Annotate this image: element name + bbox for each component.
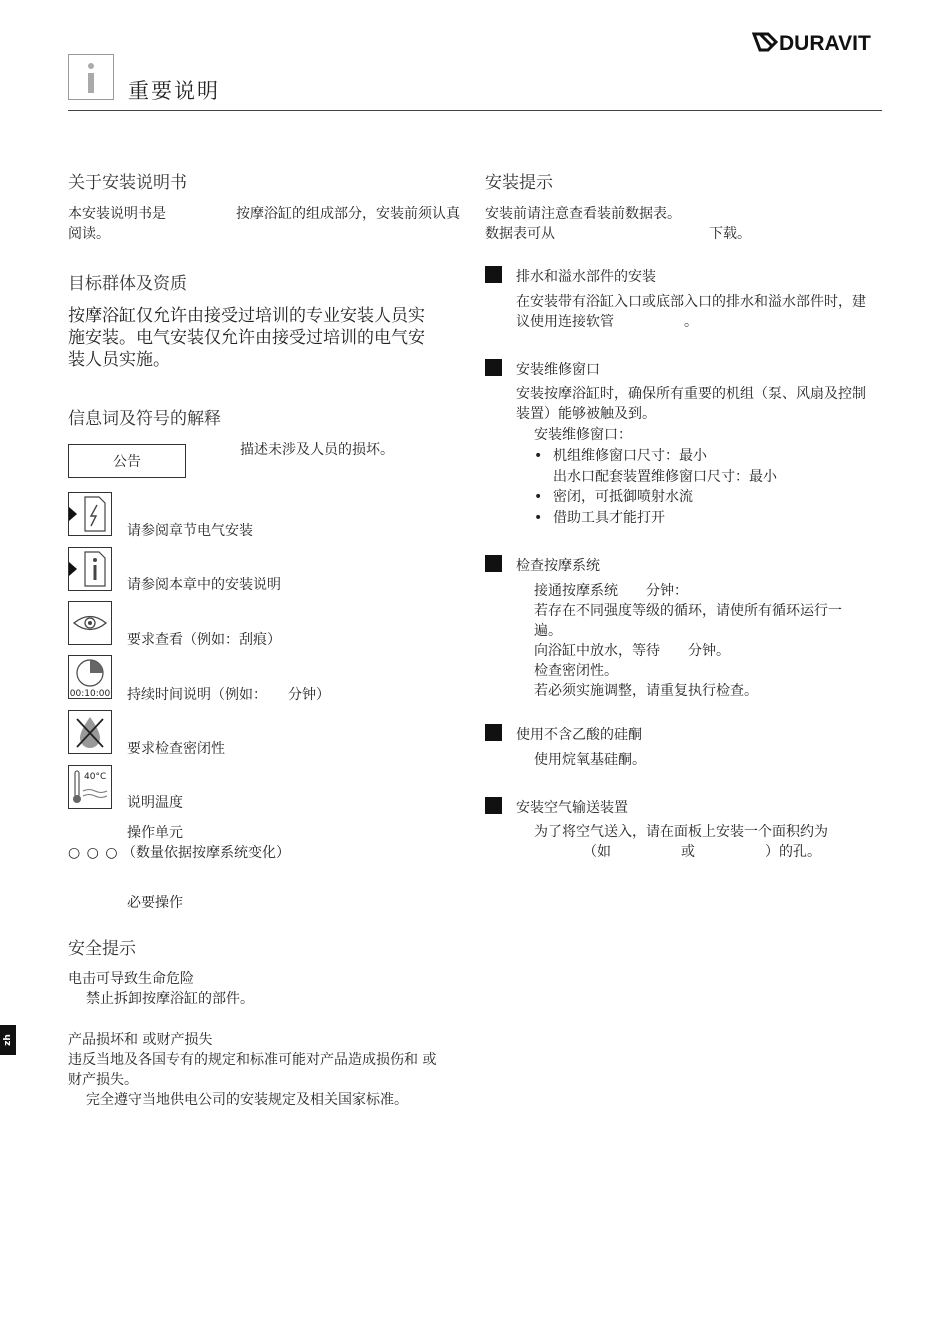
language-tab: zh — [0, 1025, 16, 1055]
bullet-dot: • — [534, 448, 543, 464]
operating-unit-desc: （数量依据按摩系统变化） — [122, 845, 290, 861]
maintenance-bullet3: 借助工具才能打开 — [553, 510, 665, 526]
air-title: 安装空气输送装置 — [516, 800, 628, 816]
target-line2: 施安装。电气安装仅允许由接受过培训的电气安 — [68, 328, 425, 348]
maintenance-bullet1: 机组维修窗口尺寸：最小 — [553, 448, 707, 464]
duravit-logo — [752, 28, 886, 56]
notice-label-box — [68, 444, 186, 478]
leak-check-icon — [68, 710, 112, 754]
timer-icon — [68, 655, 112, 699]
air-line2: （如 或 ）的孔。 — [534, 844, 821, 860]
shock-action: 禁止拆卸按摩浴缸的部件。 — [86, 991, 254, 1007]
symbol-text-view: 要求查看（例如：刮痕） — [127, 632, 281, 648]
info-icon — [68, 54, 114, 100]
target-heading: 目标群体及资质 — [68, 274, 187, 294]
air-line1: 为了将空气送入，请在面板上安装一个面积约为 — [534, 824, 828, 840]
shock-title: 电击可导致生命危险 — [68, 971, 194, 987]
maintenance-line1: 安装按摩浴缸时，确保所有重要的机组（泵、风扇及控制 — [516, 386, 866, 402]
check-line1: 接通按摩系统 分钟： — [534, 583, 688, 599]
info-doc-icon — [68, 547, 112, 591]
install-intro1: 安装前请注意查看装前数据表。 — [485, 206, 681, 222]
about-line2: 阅读。 — [68, 226, 110, 242]
step-marker-silicone — [485, 724, 502, 741]
check-line6: 若必须实施调整，请重复执行检查。 — [534, 683, 758, 699]
page-title: 重要说明 — [128, 79, 220, 103]
notice-description: 描述未涉及人员的损坏。 — [240, 442, 394, 458]
required-action-text: 必要操作 — [127, 895, 183, 911]
operating-unit-circles: ○ ○ ○ — [68, 845, 119, 861]
bullet-dot: • — [534, 510, 543, 526]
silicone-line1: 使用烷氧基硅酮。 — [534, 752, 646, 768]
maintenance-title: 安装维修窗口 — [516, 362, 600, 378]
check-line3: 遍。 — [534, 623, 562, 639]
damage-line1: 违反当地及各国专有的规定和标准可能对产品造成损伤和 或 — [68, 1052, 437, 1068]
electrical-doc-icon — [68, 492, 112, 536]
maintenance-bullet2: 密闭，可抵御喷射水流 — [553, 489, 693, 505]
timer-label: 00:10:00 — [69, 689, 111, 698]
symbol-text-temperature: 说明温度 — [127, 795, 183, 811]
symbol-text-duration: 持续时间说明（例如： 分钟） — [127, 687, 330, 703]
silicone-title: 使用不含乙酸的硅酮 — [516, 727, 642, 743]
safety-heading: 安全提示 — [68, 939, 136, 959]
maintenance-bullet1b: 出水口配套装置维修窗口尺寸：最小 — [553, 469, 777, 485]
operating-unit-title: 操作单元 — [127, 825, 183, 841]
temp-label: 40°C — [84, 772, 107, 782]
target-line3: 装人员实施。 — [68, 350, 170, 370]
target-line1: 按摩浴缸仅允许由接受过培训的专业安装人员实 — [68, 306, 425, 326]
step-marker-air — [485, 797, 502, 814]
drain-line1: 在安装带有浴缸入口或底部入口的排水和溢水部件时，建 — [516, 294, 866, 310]
bullet-dot: • — [534, 489, 543, 505]
symbol-text-leak: 要求检查密闭性 — [127, 741, 225, 757]
maintenance-sub: 安装维修窗口： — [534, 427, 632, 443]
damage-title: 产品损坏和 或财产损失 — [68, 1032, 213, 1048]
header-divider — [68, 110, 882, 111]
damage-line2: 财产损失。 — [68, 1072, 138, 1088]
thermometer-icon — [68, 765, 112, 809]
step-marker-maintenance — [485, 359, 502, 376]
drain-title: 排水和溢水部件的安装 — [516, 269, 656, 285]
maintenance-line2: 装置）能够被触及到。 — [516, 406, 656, 422]
check-line4: 向浴缸中放水，等待 分钟。 — [534, 643, 730, 659]
symbol-text-electrical: 请参阅章节电气安装 — [127, 523, 253, 539]
about-heading: 关于安装说明书 — [68, 173, 187, 193]
check-line2: 若存在不同强度等级的循环，请使所有循环运行一 — [534, 603, 842, 619]
step-marker-drain — [485, 266, 502, 283]
about-line1: 本安装说明书是 按摩浴缸的组成部分，安装前须认真 — [68, 206, 460, 222]
step-marker-check — [485, 555, 502, 572]
notice-label: 公告 — [113, 454, 141, 470]
install-heading: 安装提示 — [485, 173, 553, 193]
damage-action: 完全遵守当地供电公司的安装规定及相关国家标准。 — [86, 1092, 408, 1108]
install-intro2: 数据表可从 下载。 — [485, 226, 751, 242]
logo-text: DURAVIT — [779, 32, 871, 55]
eye-icon — [68, 601, 112, 645]
check-line5: 检查密闭性。 — [534, 663, 618, 679]
signals-heading: 信息词及符号的解释 — [68, 409, 221, 429]
check-title: 检查按摩系统 — [516, 558, 600, 574]
drain-line2: 议使用连接软管 。 — [516, 314, 698, 330]
symbol-text-info: 请参阅本章中的安装说明 — [127, 577, 281, 593]
